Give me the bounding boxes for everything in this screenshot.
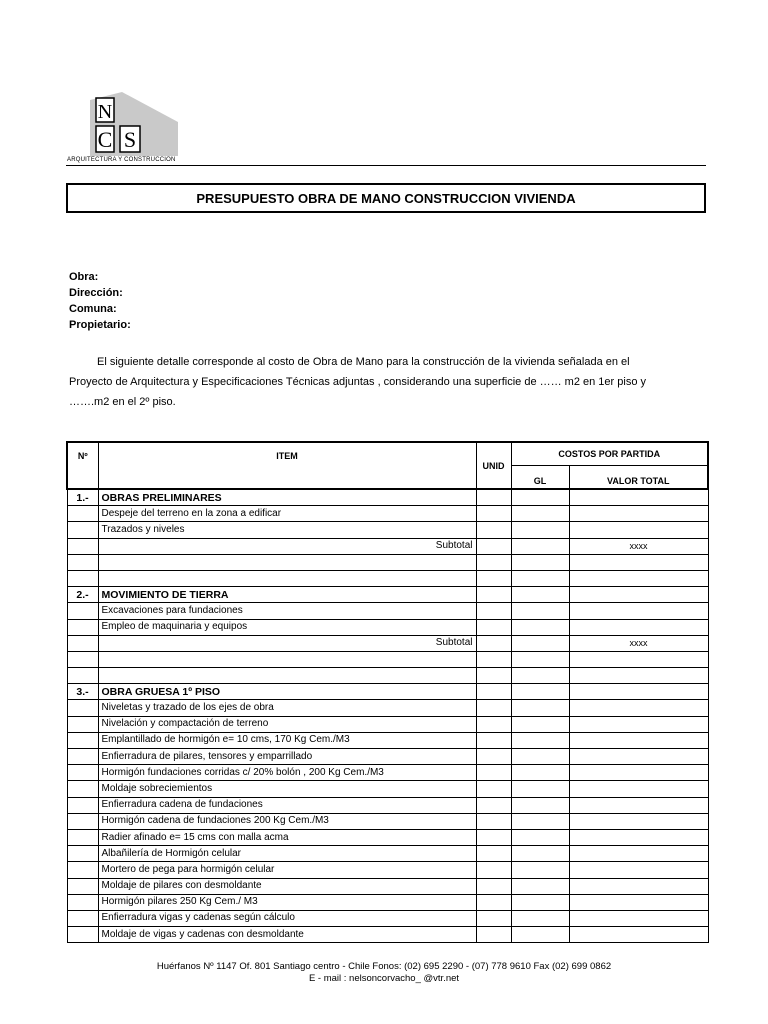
- item-row: [67, 749, 708, 765]
- item-description: Trazados y niveles: [98, 522, 476, 538]
- page-footer: [0, 961, 768, 985]
- item-row: [67, 716, 708, 732]
- header-rule: [66, 165, 706, 166]
- item-row: [67, 878, 708, 894]
- intro-line-1: El siguiente detalle corresponde al costo de Obra de Mano para la construcción de la vivienda señalada en el: [97, 356, 630, 368]
- section-row: [67, 684, 708, 700]
- item-row: [67, 927, 708, 943]
- item-row: [67, 797, 708, 813]
- item-description: Enfierradura vigas y cadenas según cálculo: [98, 910, 476, 926]
- footer-email: E - mail : nelsoncorvacho_ @vtr.net: [308, 973, 460, 984]
- section-title: MOVIMIENTO DE TIERRA: [98, 587, 476, 603]
- section-number: 2.-: [67, 587, 98, 603]
- subtotal-label: Subtotal: [98, 538, 476, 554]
- section-title: OBRA GRUESA 1º PISO: [98, 684, 476, 700]
- blank-row: [67, 668, 708, 684]
- blank-row: [67, 554, 708, 570]
- header-item: ITEM: [98, 442, 476, 489]
- item-description: Mortero de pega para hormigón celular: [98, 862, 476, 878]
- project-fields: [69, 269, 131, 333]
- item-row: [67, 829, 708, 845]
- item-description: Radier afinado e= 15 cms con malla acma: [98, 829, 476, 845]
- item-row: [67, 522, 708, 538]
- item-row: [67, 846, 708, 862]
- section-title: OBRAS PRELIMINARES: [98, 489, 476, 506]
- item-row: [67, 765, 708, 781]
- subtotal-label: Subtotal: [98, 635, 476, 651]
- footer-address: Huérfanos Nº 1147 Of. 801 Santiago centro - Chile Fonos: (02) 695 2290 - (07) 778 9610 Fax (02) 699 0862: [156, 961, 612, 972]
- section-row: [67, 489, 708, 506]
- header-costos-por-partida: COSTOS POR PARTIDA: [511, 442, 708, 466]
- item-description: Emplantillado de hormigón e= 10 cms, 170 Kg Cem./M3: [98, 732, 476, 748]
- section-row: [67, 587, 708, 603]
- section-number: 3.-: [67, 684, 98, 700]
- document-title: PRESUPUESTO OBRA DE MANO CONSTRUCCION VIVIENDA: [66, 183, 706, 213]
- field-comuna: Comuna:: [69, 303, 117, 315]
- field-propietario: Propietario:: [69, 319, 131, 331]
- section-number: 1.-: [67, 489, 98, 506]
- item-row: [67, 619, 708, 635]
- header-gl: GL: [511, 466, 569, 490]
- item-description: Moldaje sobreciemientos: [98, 781, 476, 797]
- item-description: Empleo de maquinaria y equipos: [98, 619, 476, 635]
- item-description: Enfierradura cadena de fundaciones: [98, 797, 476, 813]
- item-row: [67, 894, 708, 910]
- logo-caption: ARQUITECTURA Y CONSTRUCCION: [67, 157, 176, 163]
- item-description: Moldaje de pilares con desmoldante: [98, 878, 476, 894]
- item-description: Hormigón cadena de fundaciones 200 Kg Cem./M3: [98, 813, 476, 829]
- item-description: Niveletas y trazado de los ejes de obra: [98, 700, 476, 716]
- item-description: Despeje del terreno en la zona a edificar: [98, 506, 476, 522]
- intro-line-3: …….m2 en el 2º piso.: [69, 396, 176, 408]
- field-direccion: Dirección:: [69, 287, 123, 299]
- item-row: [67, 910, 708, 926]
- item-description: Enfierradura de pilares, tensores y emparrillado: [98, 749, 476, 765]
- blank-row: [67, 651, 708, 667]
- item-description: Hormigón pilares 250 Kg Cem./ M3: [98, 894, 476, 910]
- logo-letter-c: C: [97, 127, 113, 152]
- subtotal-row: [67, 538, 708, 554]
- item-row: [67, 506, 708, 522]
- header-unid: UNID: [476, 442, 511, 489]
- item-row: [67, 813, 708, 829]
- item-description: Nivelación y compactación de terreno: [98, 716, 476, 732]
- intro-paragraph: [69, 352, 709, 412]
- field-obra: Obra:: [69, 271, 99, 283]
- subtotal-row: [67, 635, 708, 651]
- item-row: [67, 862, 708, 878]
- logo-letter-n: N: [97, 101, 113, 123]
- company-logo: [82, 92, 182, 164]
- subtotal-value: xxxx: [569, 635, 708, 651]
- item-row: [67, 603, 708, 619]
- subtotal-value: xxxx: [569, 538, 708, 554]
- header-num: Nº: [67, 442, 98, 489]
- blank-row: [67, 570, 708, 586]
- item-description: Albañilería de Hormigón celular: [98, 846, 476, 862]
- intro-line-2: Proyecto de Arquitectura y Especificaciones Técnicas adjuntas , considerando una superficie de …… m2 en 1er piso y: [69, 376, 647, 388]
- budget-table: [66, 441, 709, 943]
- item-description: Moldaje de vigas y cadenas con desmoldante: [98, 927, 476, 943]
- logo-letter-s: S: [123, 127, 137, 152]
- header-valor-total: VALOR TOTAL: [569, 466, 708, 490]
- item-row: [67, 732, 708, 748]
- item-description: Hormigón fundaciones corridas c/ 20% bolón , 200 Kg Cem./M3: [98, 765, 476, 781]
- item-row: [67, 700, 708, 716]
- item-row: [67, 781, 708, 797]
- item-description: Excavaciones para fundaciones: [98, 603, 476, 619]
